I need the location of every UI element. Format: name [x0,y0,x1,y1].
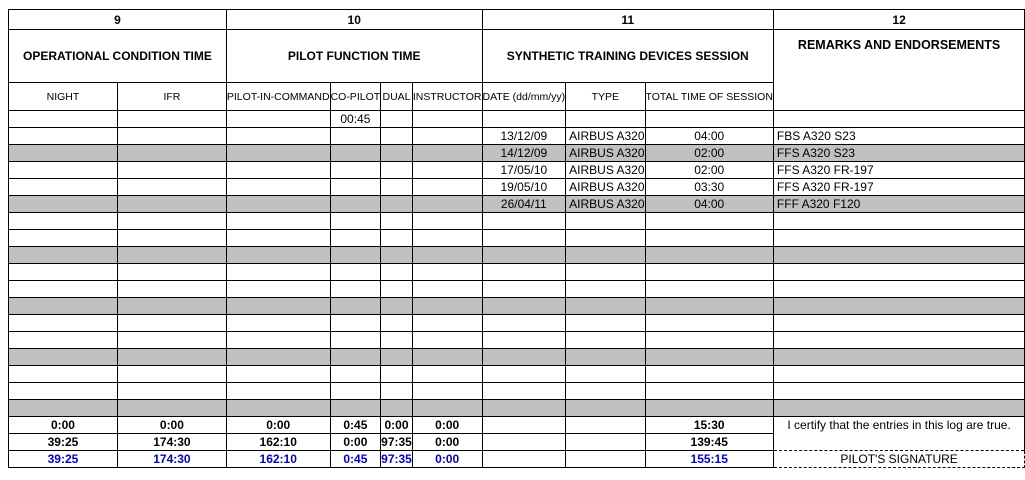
dual-cell [381,332,413,349]
type-cell [566,247,645,264]
date-cell [482,400,566,417]
pic-cell [226,179,330,196]
pic-cell [226,162,330,179]
total-cell [645,400,773,417]
night-cell [9,230,118,247]
ifr-cell [117,281,226,298]
col-night: NIGHT [9,83,118,111]
ifr-cell [117,145,226,162]
col-type: TYPE [566,83,645,111]
night-cell [9,349,118,366]
pilot-signature-field[interactable]: PILOT'S SIGNATURE [773,451,1024,468]
total-cell [645,383,773,400]
remarks-cell [773,332,1024,349]
table-row [9,128,1025,145]
instructor-cell [412,349,482,366]
type-cell [566,400,645,417]
copilot-cell [330,281,381,298]
type-cell: AIRBUS A320 [566,162,645,179]
instructor-cell [412,230,482,247]
night-cell [9,128,118,145]
type-cell: AIRBUS A320 [566,196,645,213]
instructor-cell [412,247,482,264]
remarks-cell [773,366,1024,383]
pic-cell [226,128,330,145]
type-cell [566,349,645,366]
night-cell [9,366,118,383]
pic-cell [226,111,330,128]
copilot-cell [330,213,381,230]
table-row [9,366,1025,383]
remarks-cell: FFS A320 FR-197 [773,162,1024,179]
dual-cell [381,162,413,179]
remarks-cell: FFF A320 F120 [773,196,1024,213]
col-co-pilot: CO-PILOT [330,83,381,111]
copilot-cell: 00:45 [330,111,381,128]
night-cell [9,145,118,162]
instructor-cell [412,128,482,145]
remarks-cell [773,400,1024,417]
ifr-cell [117,196,226,213]
dual-total: 0:00 [381,417,413,434]
date-cell [482,111,566,128]
pic-cell [226,366,330,383]
night-cell [9,264,118,281]
total-cell [645,264,773,281]
table-row [9,145,1025,162]
type-cell [566,383,645,400]
section-number-9: 9 [9,10,227,30]
instructor-total: 0:00 [412,451,482,468]
table-row [9,349,1025,366]
remarks-cell [773,111,1024,128]
date-cell: 14/12/09 [482,145,566,162]
total-cell: 04:00 [645,196,773,213]
pic-cell [226,315,330,332]
col-total-session: TOTAL TIME OF SESSION [645,83,773,111]
copilot-cell [330,145,381,162]
dual-cell [381,111,413,128]
date-cell [482,366,566,383]
type-cell: AIRBUS A320 [566,145,645,162]
table-row [9,247,1025,264]
night-cell [9,332,118,349]
table-row [9,196,1025,213]
copilot-cell [330,196,381,213]
empty-cell [566,434,645,451]
copilot-cell [330,298,381,315]
table-row [9,315,1025,332]
night-cell [9,196,118,213]
remarks-cell [773,281,1024,298]
instructor-cell [412,179,482,196]
total-cell [645,230,773,247]
night-cell [9,400,118,417]
total-cell: 03:30 [645,179,773,196]
ifr-cell [117,332,226,349]
total-cell [645,281,773,298]
ifr-total: 174:30 [117,434,226,451]
dual-cell [381,213,413,230]
night-cell [9,298,118,315]
dual-cell [381,128,413,145]
pic-total: 0:00 [226,417,330,434]
dual-cell [381,264,413,281]
type-cell [566,315,645,332]
instructor-cell [412,145,482,162]
total-cell [645,366,773,383]
type-cell [566,332,645,349]
date-cell: 26/04/11 [482,196,566,213]
remarks-cell: FBS A320 S23 [773,128,1024,145]
ifr-cell [117,383,226,400]
pic-total: 162:10 [226,434,330,451]
copilot-total: 0:00 [330,434,381,451]
remarks-cell [773,349,1024,366]
total-cell: 02:00 [645,162,773,179]
dual-cell [381,349,413,366]
ifr-cell [117,366,226,383]
ifr-total: 174:30 [117,451,226,468]
dual-cell [381,298,413,315]
ifr-cell [117,349,226,366]
section-number-11: 11 [482,10,773,30]
copilot-cell [330,400,381,417]
section-number-10: 10 [226,10,482,30]
totals-row [9,451,1025,468]
pic-cell [226,400,330,417]
night-cell [9,247,118,264]
date-cell [482,315,566,332]
copilot-cell [330,332,381,349]
date-cell [482,281,566,298]
instructor-cell [412,111,482,128]
pilot-function-title: PILOT FUNCTION TIME [226,30,482,83]
date-cell [482,383,566,400]
instructor-cell [412,162,482,179]
table-row [9,298,1025,315]
remarks-cell [773,213,1024,230]
copilot-cell [330,162,381,179]
dual-cell [381,145,413,162]
date-cell [482,264,566,281]
session-total: 139:45 [645,434,773,451]
ifr-cell [117,111,226,128]
night-cell [9,383,118,400]
ifr-total: 0:00 [117,417,226,434]
empty-cell [482,451,566,468]
table-row [9,281,1025,298]
type-cell [566,366,645,383]
ifr-cell [117,315,226,332]
instructor-cell [412,332,482,349]
total-cell [645,315,773,332]
copilot-cell [330,247,381,264]
pic-cell [226,383,330,400]
type-cell: AIRBUS A320 [566,128,645,145]
remarks-cell [773,230,1024,247]
operational-condition-title: OPERATIONAL CONDITION TIME [9,30,227,83]
remarks-cell [773,264,1024,281]
date-cell [482,247,566,264]
table-row [9,383,1025,400]
dual-cell [381,230,413,247]
pic-cell [226,281,330,298]
section-number-12: 12 [773,10,1024,30]
date-cell: 17/05/10 [482,162,566,179]
total-cell [645,111,773,128]
remarks-cell: FFS A320 S23 [773,145,1024,162]
pic-cell [226,145,330,162]
date-cell [482,332,566,349]
ifr-cell [117,128,226,145]
ifr-cell [117,264,226,281]
copilot-cell [330,349,381,366]
instructor-cell [412,196,482,213]
remarks-cell [773,315,1024,332]
pic-cell [226,230,330,247]
pic-total: 162:10 [226,451,330,468]
empty-cell [482,434,566,451]
copilot-cell [330,230,381,247]
remarks-title: REMARKS AND ENDORSEMENTS [773,30,1024,111]
table-row [9,264,1025,281]
dual-total: 97:35 [381,435,412,449]
night-cell [9,213,118,230]
type-cell [566,281,645,298]
instructor-cell [412,298,482,315]
ifr-cell [117,400,226,417]
table-row [9,213,1025,230]
table-row [9,179,1025,196]
instructor-cell [412,213,482,230]
table-row [9,400,1025,417]
copilot-cell [330,128,381,145]
totals-row [9,417,1025,434]
pic-cell [226,213,330,230]
col-date: DATE (dd/mm/yy) [482,83,566,111]
total-cell [645,349,773,366]
date-cell [482,230,566,247]
dual-total: 97:35 [381,452,412,466]
instructor-cell [412,366,482,383]
table-row [9,162,1025,179]
instructor-cell [412,281,482,298]
dual-cell [381,247,413,264]
night-total: 39:25 [9,451,118,468]
instructor-cell [412,264,482,281]
copilot-cell [330,315,381,332]
dual-cell [381,179,413,196]
night-cell [9,281,118,298]
copilot-cell [330,264,381,281]
pic-cell [226,264,330,281]
pic-cell [226,196,330,213]
table-row [9,111,1025,128]
dual-cell [381,315,413,332]
date-cell: 19/05/10 [482,179,566,196]
pic-cell [226,332,330,349]
remarks-cell [773,298,1024,315]
pic-cell [226,349,330,366]
empty-cell [566,451,645,468]
copilot-cell [330,179,381,196]
pic-cell [226,247,330,264]
certification-statement: I certify that the entries in this log are true. [773,417,1024,451]
dual-cell [381,196,413,213]
ifr-cell [117,230,226,247]
copilot-cell [330,366,381,383]
night-cell [9,315,118,332]
date-cell [482,298,566,315]
night-total: 39:25 [9,434,118,451]
col-instructor: INSTRUCTOR [412,83,482,111]
table-row [9,230,1025,247]
ifr-cell [117,247,226,264]
dual-cell [381,366,413,383]
copilot-cell [330,383,381,400]
instructor-total: 0:00 [412,417,482,434]
total-cell [645,332,773,349]
col-dual: DUAL [381,83,413,111]
empty-cell [566,417,645,434]
session-total: 155:15 [645,451,773,468]
empty-cell [482,417,566,434]
type-cell [566,111,645,128]
type-cell [566,213,645,230]
type-cell [566,298,645,315]
ifr-cell [117,179,226,196]
remarks-cell [773,383,1024,400]
night-cell [9,162,118,179]
instructor-cell [412,383,482,400]
total-cell [645,213,773,230]
date-cell [482,213,566,230]
col-pilot-in-command: PILOT-IN-COMMAND [226,83,330,111]
total-cell: 04:00 [645,128,773,145]
dual-cell [381,400,413,417]
remarks-cell [773,247,1024,264]
type-cell [566,264,645,281]
type-cell: AIRBUS A320 [566,179,645,196]
col-ifr: IFR [117,83,226,111]
night-cell [9,179,118,196]
total-cell: 02:00 [645,145,773,162]
copilot-total: 0:45 [330,417,381,434]
instructor-cell [412,400,482,417]
type-cell [566,230,645,247]
night-cell [9,111,118,128]
dual-cell [381,281,413,298]
ifr-cell [117,213,226,230]
date-cell [482,349,566,366]
dual-cell [381,383,413,400]
pic-cell [226,298,330,315]
total-cell [645,247,773,264]
night-total: 0:00 [9,417,118,434]
logbook-table [8,9,1025,468]
total-cell [645,298,773,315]
copilot-total: 0:45 [330,451,381,468]
ifr-cell [117,162,226,179]
ifr-cell [117,298,226,315]
session-total: 15:30 [645,417,773,434]
synthetic-training-title: SYNTHETIC TRAINING DEVICES SESSION [482,30,773,83]
date-cell: 13/12/09 [482,128,566,145]
instructor-cell [412,315,482,332]
remarks-cell: FFS A320 FR-197 [773,179,1024,196]
table-row [9,332,1025,349]
instructor-total: 0:00 [412,434,482,451]
